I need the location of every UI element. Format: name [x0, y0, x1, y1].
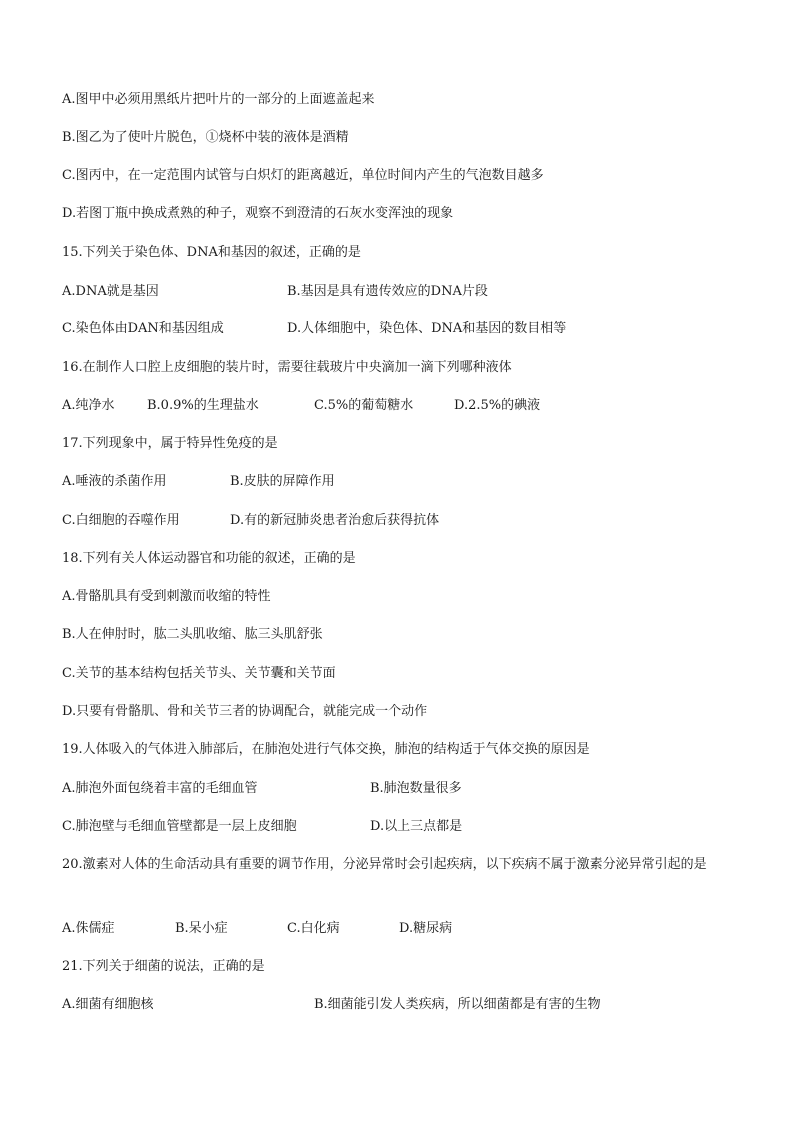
q18-option-b: B.人在伸肘时，肱二头肌收缩、肱三头肌舒张: [62, 627, 323, 642]
q20-option-b: B.呆小症: [175, 921, 228, 936]
q18-option-c: C.关节的基本结构包括关节头、关节囊和关节面: [62, 666, 336, 681]
q20-option-d: D.糖尿病: [399, 921, 453, 936]
q14-option-b: B.图乙为了使叶片脱色，①烧杯中装的液体是酒精: [62, 130, 349, 145]
q16-option-b: B.0.9%的生理盐水: [147, 398, 259, 413]
q14-option-d: D.若图丁瓶中换成煮熟的种子，观察不到澄清的石灰水变浑浊的现象: [62, 206, 454, 221]
q14-option-c: C.图丙中，在一定范围内试管与白炽灯的距离越近，单位时间内产生的气泡数目越多: [62, 168, 544, 183]
q15-option-c: C.染色体由DAN和基因组成: [62, 321, 224, 336]
q20-option-a: A.侏儒症: [62, 921, 115, 936]
q19-option-a: A.肺泡外面包绕着丰富的毛细血管: [62, 781, 258, 796]
q15-option-d: D.人体细胞中，染色体、DNA和基因的数目相等: [287, 321, 567, 336]
q21-option-a: A.细菌有细胞核: [62, 997, 154, 1012]
q19-option-c: C.肺泡壁与毛细血管壁都是一层上皮细胞: [62, 819, 297, 834]
q21-option-b: B.细菌能引发人类疾病，所以细菌都是有害的生物: [314, 997, 601, 1012]
q17-stem: 17.下列现象中，属于特异性免疫的是: [62, 436, 278, 451]
q19-option-b: B.肺泡数量很多: [370, 781, 462, 796]
q17-option-c: C.白细胞的吞噬作用: [62, 513, 180, 528]
q14-option-a: A.图甲中必须用黑纸片把叶片的一部分的上面遮盖起来: [62, 92, 375, 107]
q16-option-a: A.纯净水: [62, 398, 115, 413]
q21-stem: 21.下列关于细菌的说法，正确的是: [62, 959, 265, 974]
q20-option-c: C.白化病: [287, 921, 340, 936]
q17-option-a: A.唾液的杀菌作用: [62, 474, 167, 489]
q16-option-d: D.2.5%的碘液: [454, 398, 541, 413]
q15-stem: 15.下列关于染色体、DNA和基因的叙述，正确的是: [62, 245, 361, 260]
q15-option-b: B.基因是具有遗传效应的DNA片段: [287, 284, 488, 299]
q17-option-d: D.有的新冠肺炎患者治愈后获得抗体: [230, 513, 440, 528]
q18-option-a: A.骨骼肌具有受到刺激而收缩的特性: [62, 589, 271, 604]
q19-stem: 19.人体吸入的气体进入肺部后，在肺泡处进行气体交换，肺泡的结构适于气体交换的原因是: [62, 742, 590, 757]
q18-option-d: D.只要有骨骼肌、骨和关节三者的协调配合，就能完成一个动作: [62, 704, 428, 719]
q16-stem: 16.在制作人口腔上皮细胞的装片时，需要往载玻片中央滴加一滴下列哪种液体: [62, 360, 512, 375]
q16-option-c: C.5%的葡萄糖水: [314, 398, 414, 413]
q15-option-a: A.DNA就是基因: [62, 284, 159, 299]
q20-stem: 20.激素对人体的生命活动具有重要的调节作用，分泌异常时会引起疾病，以下疾病不属于激素分泌异常引起的是: [62, 857, 707, 872]
q17-option-b: B.皮肤的屏障作用: [230, 474, 335, 489]
q19-option-d: D.以上三点都是: [370, 819, 463, 834]
q18-stem: 18.下列有关人体运动器官和功能的叙述，正确的是: [62, 551, 356, 566]
